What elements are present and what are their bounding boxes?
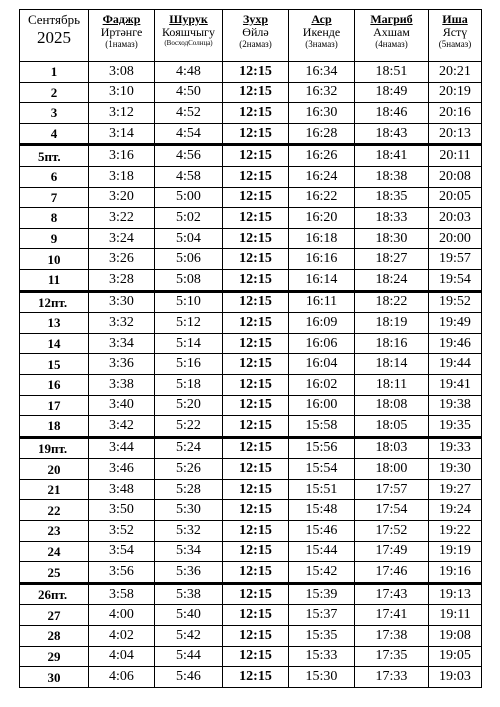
day-row xyxy=(20,313,482,334)
zuhr-time: 12:15 xyxy=(223,416,289,438)
zuhr-time: 12:15 xyxy=(223,62,289,83)
maghrib-time: 18:30 xyxy=(355,228,429,249)
isha-time: 19:57 xyxy=(429,249,482,270)
fajr-time: 3:12 xyxy=(89,103,155,124)
shuruk-time: 5:44 xyxy=(155,646,223,667)
zuhr-time: 12:15 xyxy=(223,459,289,480)
shuruk-time: 5:18 xyxy=(155,374,223,395)
isha-time: 20:08 xyxy=(429,166,482,187)
day-row xyxy=(20,166,482,187)
header-shuruk xyxy=(155,10,223,62)
maghrib-time: 18:43 xyxy=(355,123,429,145)
day-row xyxy=(20,626,482,647)
day-row xyxy=(20,269,482,291)
isha-time: 19:44 xyxy=(429,354,482,375)
day-row xyxy=(20,374,482,395)
day-row xyxy=(20,521,482,542)
day-row xyxy=(20,500,482,521)
isha-time: 19:05 xyxy=(429,646,482,667)
day-number: 5пт. xyxy=(20,145,89,167)
shuruk-time: 5:32 xyxy=(155,521,223,542)
shuruk-time: 5:00 xyxy=(155,187,223,208)
day-number: 20 xyxy=(20,459,89,480)
day-number: 9 xyxy=(20,228,89,249)
shuruk-time: 5:08 xyxy=(155,269,223,291)
zuhr-time: 12:15 xyxy=(223,395,289,416)
maghrib-time: 18:03 xyxy=(355,437,429,459)
day-number: 14 xyxy=(20,333,89,354)
shuruk-time: 5:02 xyxy=(155,208,223,229)
asr-time: 15:39 xyxy=(289,583,355,605)
maghrib-time: 18:16 xyxy=(355,333,429,354)
maghrib-time: 18:35 xyxy=(355,187,429,208)
zuhr-time: 12:15 xyxy=(223,583,289,605)
maghrib-time: 18:22 xyxy=(355,291,429,313)
shuruk-time: 5:22 xyxy=(155,416,223,438)
fajr-time: 3:18 xyxy=(89,166,155,187)
zuhr-time: 12:15 xyxy=(223,667,289,688)
fajr-time: 3:36 xyxy=(89,354,155,375)
prayer-subtitle: (ВосходСолнца) xyxy=(164,39,213,47)
asr-time: 16:34 xyxy=(289,62,355,83)
isha-time: 19:52 xyxy=(429,291,482,313)
isha-time: 19:03 xyxy=(429,667,482,688)
zuhr-time: 12:15 xyxy=(223,521,289,542)
prayer-name: Магриб xyxy=(370,12,413,26)
fajr-time: 3:40 xyxy=(89,395,155,416)
prayer-subtitle: (4намаз) xyxy=(375,39,408,49)
asr-time: 16:22 xyxy=(289,187,355,208)
isha-time: 19:33 xyxy=(429,437,482,459)
zuhr-time: 12:15 xyxy=(223,208,289,229)
maghrib-time: 18:38 xyxy=(355,166,429,187)
day-number: 2 xyxy=(20,82,89,103)
day-number: 27 xyxy=(20,605,89,626)
maghrib-time: 17:46 xyxy=(355,562,429,584)
maghrib-time: 18:49 xyxy=(355,82,429,103)
shuruk-time: 5:26 xyxy=(155,459,223,480)
maghrib-time: 18:41 xyxy=(355,145,429,167)
day-row xyxy=(20,208,482,229)
day-row xyxy=(20,103,482,124)
shuruk-time: 4:54 xyxy=(155,123,223,145)
asr-time: 16:09 xyxy=(289,313,355,334)
prayer-tatar-name: Кояшчыгу xyxy=(162,25,215,39)
isha-time: 19:35 xyxy=(429,416,482,438)
prayer-name: Аср xyxy=(311,12,332,26)
friday-row xyxy=(20,583,482,605)
isha-time: 19:30 xyxy=(429,459,482,480)
fajr-time: 3:30 xyxy=(89,291,155,313)
year-label: 2025 xyxy=(37,28,71,47)
day-number: 10 xyxy=(20,249,89,270)
day-number: 13 xyxy=(20,313,89,334)
fajr-time: 4:06 xyxy=(89,667,155,688)
asr-time: 15:42 xyxy=(289,562,355,584)
shuruk-time: 5:40 xyxy=(155,605,223,626)
zuhr-time: 12:15 xyxy=(223,354,289,375)
isha-time: 19:46 xyxy=(429,333,482,354)
zuhr-time: 12:15 xyxy=(223,437,289,459)
asr-time: 16:14 xyxy=(289,269,355,291)
isha-time: 19:49 xyxy=(429,313,482,334)
zuhr-time: 12:15 xyxy=(223,562,289,584)
day-number: 23 xyxy=(20,521,89,542)
timetable-body xyxy=(20,62,482,688)
header-maghrib xyxy=(355,10,429,62)
day-row xyxy=(20,459,482,480)
friday-row xyxy=(20,291,482,313)
maghrib-time: 18:27 xyxy=(355,249,429,270)
fajr-time: 3:22 xyxy=(89,208,155,229)
fajr-time: 3:32 xyxy=(89,313,155,334)
maghrib-time: 17:41 xyxy=(355,605,429,626)
prayer-subtitle: (1намаз) xyxy=(105,39,138,49)
asr-time: 16:24 xyxy=(289,166,355,187)
shuruk-time: 5:24 xyxy=(155,437,223,459)
zuhr-time: 12:15 xyxy=(223,228,289,249)
day-number: 30 xyxy=(20,667,89,688)
isha-time: 19:13 xyxy=(429,583,482,605)
asr-time: 16:20 xyxy=(289,208,355,229)
isha-time: 19:16 xyxy=(429,562,482,584)
asr-time: 15:46 xyxy=(289,521,355,542)
maghrib-time: 17:57 xyxy=(355,479,429,500)
day-row xyxy=(20,62,482,83)
day-number: 24 xyxy=(20,541,89,562)
asr-time: 15:51 xyxy=(289,479,355,500)
maghrib-time: 18:00 xyxy=(355,459,429,480)
asr-time: 16:26 xyxy=(289,145,355,167)
asr-time: 15:37 xyxy=(289,605,355,626)
zuhr-time: 12:15 xyxy=(223,646,289,667)
fajr-time: 3:48 xyxy=(89,479,155,500)
asr-time: 16:02 xyxy=(289,374,355,395)
zuhr-time: 12:15 xyxy=(223,500,289,521)
fajr-time: 3:56 xyxy=(89,562,155,584)
zuhr-time: 12:15 xyxy=(223,333,289,354)
shuruk-time: 4:48 xyxy=(155,62,223,83)
maghrib-time: 17:43 xyxy=(355,583,429,605)
zuhr-time: 12:15 xyxy=(223,187,289,208)
fajr-time: 3:16 xyxy=(89,145,155,167)
asr-time: 15:44 xyxy=(289,541,355,562)
fajr-time: 3:28 xyxy=(89,269,155,291)
isha-time: 19:54 xyxy=(429,269,482,291)
zuhr-time: 12:15 xyxy=(223,541,289,562)
shuruk-time: 5:06 xyxy=(155,249,223,270)
isha-time: 19:38 xyxy=(429,395,482,416)
fajr-time: 3:42 xyxy=(89,416,155,438)
maghrib-time: 17:38 xyxy=(355,626,429,647)
fajr-time: 3:54 xyxy=(89,541,155,562)
maghrib-time: 18:51 xyxy=(355,62,429,83)
day-number: 16 xyxy=(20,374,89,395)
fajr-time: 4:04 xyxy=(89,646,155,667)
asr-time: 16:30 xyxy=(289,103,355,124)
day-number: 26пт. xyxy=(20,583,89,605)
fajr-time: 3:44 xyxy=(89,437,155,459)
header-row xyxy=(20,10,482,62)
prayer-tatar-name: Ястү xyxy=(442,25,468,39)
shuruk-time: 4:52 xyxy=(155,103,223,124)
asr-time: 16:00 xyxy=(289,395,355,416)
zuhr-time: 12:15 xyxy=(223,82,289,103)
maghrib-time: 18:24 xyxy=(355,269,429,291)
zuhr-time: 12:15 xyxy=(223,269,289,291)
zuhr-time: 12:15 xyxy=(223,103,289,124)
prayer-name: Зухр xyxy=(242,12,268,26)
day-number: 11 xyxy=(20,269,89,291)
day-row xyxy=(20,479,482,500)
day-row xyxy=(20,541,482,562)
prayer-tatar-name: Иртәнге xyxy=(100,25,143,39)
day-number: 22 xyxy=(20,500,89,521)
maghrib-time: 17:54 xyxy=(355,500,429,521)
fajr-time: 3:20 xyxy=(89,187,155,208)
asr-time: 16:18 xyxy=(289,228,355,249)
prayer-name: Шурук xyxy=(169,12,208,26)
zuhr-time: 12:15 xyxy=(223,374,289,395)
asr-time: 15:33 xyxy=(289,646,355,667)
zuhr-time: 12:15 xyxy=(223,249,289,270)
asr-time: 16:06 xyxy=(289,333,355,354)
day-row xyxy=(20,416,482,438)
shuruk-time: 5:04 xyxy=(155,228,223,249)
shuruk-time: 4:58 xyxy=(155,166,223,187)
maghrib-time: 17:49 xyxy=(355,541,429,562)
zuhr-time: 12:15 xyxy=(223,291,289,313)
isha-time: 19:08 xyxy=(429,626,482,647)
day-row xyxy=(20,249,482,270)
fajr-time: 3:10 xyxy=(89,82,155,103)
fajr-time: 3:26 xyxy=(89,249,155,270)
zuhr-time: 12:15 xyxy=(223,145,289,167)
day-row xyxy=(20,395,482,416)
fajr-time: 4:00 xyxy=(89,605,155,626)
day-row xyxy=(20,333,482,354)
isha-time: 19:19 xyxy=(429,541,482,562)
shuruk-time: 5:36 xyxy=(155,562,223,584)
day-row xyxy=(20,646,482,667)
header-fajr xyxy=(89,10,155,62)
prayer-tatar-name: Икенде xyxy=(302,25,341,39)
prayer-name: Иша xyxy=(442,12,468,26)
isha-time: 19:22 xyxy=(429,521,482,542)
isha-time: 19:41 xyxy=(429,374,482,395)
prayer-subtitle: (5намаз) xyxy=(438,39,472,49)
maghrib-time: 17:52 xyxy=(355,521,429,542)
isha-time: 20:00 xyxy=(429,228,482,249)
day-number: 3 xyxy=(20,103,89,124)
timetable xyxy=(19,9,482,688)
asr-time: 16:11 xyxy=(289,291,355,313)
day-row xyxy=(20,123,482,145)
shuruk-time: 5:42 xyxy=(155,626,223,647)
asr-time: 15:58 xyxy=(289,416,355,438)
shuruk-time: 5:10 xyxy=(155,291,223,313)
day-row xyxy=(20,562,482,584)
asr-time: 15:35 xyxy=(289,626,355,647)
maghrib-time: 18:14 xyxy=(355,354,429,375)
shuruk-time: 4:56 xyxy=(155,145,223,167)
asr-time: 16:28 xyxy=(289,123,355,145)
day-number: 15 xyxy=(20,354,89,375)
day-number: 7 xyxy=(20,187,89,208)
day-row xyxy=(20,187,482,208)
shuruk-time: 5:20 xyxy=(155,395,223,416)
zuhr-time: 12:15 xyxy=(223,626,289,647)
fajr-time: 3:14 xyxy=(89,123,155,145)
isha-time: 20:05 xyxy=(429,187,482,208)
asr-time: 16:04 xyxy=(289,354,355,375)
month-label: Сентябрь xyxy=(27,12,81,27)
maghrib-time: 18:08 xyxy=(355,395,429,416)
day-row xyxy=(20,354,482,375)
day-number: 18 xyxy=(20,416,89,438)
asr-time: 16:32 xyxy=(289,82,355,103)
isha-time: 20:11 xyxy=(429,145,482,167)
header-month-cell xyxy=(20,10,89,62)
shuruk-time: 5:14 xyxy=(155,333,223,354)
fajr-time: 3:34 xyxy=(89,333,155,354)
day-number: 12пт. xyxy=(20,291,89,313)
day-number: 29 xyxy=(20,646,89,667)
maghrib-time: 18:19 xyxy=(355,313,429,334)
shuruk-time: 5:12 xyxy=(155,313,223,334)
asr-time: 15:48 xyxy=(289,500,355,521)
maghrib-time: 17:33 xyxy=(355,667,429,688)
fajr-time: 3:46 xyxy=(89,459,155,480)
day-number: 1 xyxy=(20,62,89,83)
shuruk-time: 5:34 xyxy=(155,541,223,562)
fajr-time: 3:50 xyxy=(89,500,155,521)
asr-time: 15:56 xyxy=(289,437,355,459)
zuhr-time: 12:15 xyxy=(223,166,289,187)
fajr-time: 3:38 xyxy=(89,374,155,395)
prayer-tatar-name: Ахшам xyxy=(373,25,410,39)
isha-time: 20:16 xyxy=(429,103,482,124)
isha-time: 19:11 xyxy=(429,605,482,626)
shuruk-time: 5:16 xyxy=(155,354,223,375)
day-row xyxy=(20,82,482,103)
shuruk-time: 5:46 xyxy=(155,667,223,688)
day-number: 17 xyxy=(20,395,89,416)
header-zuhr xyxy=(223,10,289,62)
day-number: 25 xyxy=(20,562,89,584)
friday-row xyxy=(20,145,482,167)
asr-time: 16:16 xyxy=(289,249,355,270)
day-number: 8 xyxy=(20,208,89,229)
maghrib-time: 18:33 xyxy=(355,208,429,229)
shuruk-time: 4:50 xyxy=(155,82,223,103)
shuruk-time: 5:38 xyxy=(155,583,223,605)
header-isha xyxy=(429,10,482,62)
prayer-subtitle: (2намаз) xyxy=(239,39,272,49)
fajr-time: 3:52 xyxy=(89,521,155,542)
day-number: 4 xyxy=(20,123,89,145)
day-row xyxy=(20,605,482,626)
day-number: 19пт. xyxy=(20,437,89,459)
day-number: 21 xyxy=(20,479,89,500)
asr-time: 15:30 xyxy=(289,667,355,688)
shuruk-time: 5:30 xyxy=(155,500,223,521)
zuhr-time: 12:15 xyxy=(223,313,289,334)
prayer-name: Фаджр xyxy=(102,12,141,26)
prayer-tatar-name: Өйлә xyxy=(242,25,269,39)
asr-time: 15:54 xyxy=(289,459,355,480)
isha-time: 19:24 xyxy=(429,500,482,521)
shuruk-time: 5:28 xyxy=(155,479,223,500)
zuhr-time: 12:15 xyxy=(223,123,289,145)
prayer-subtitle: (3намаз) xyxy=(305,39,338,49)
fajr-time: 4:02 xyxy=(89,626,155,647)
fajr-time: 3:24 xyxy=(89,228,155,249)
zuhr-time: 12:15 xyxy=(223,479,289,500)
fajr-time: 3:08 xyxy=(89,62,155,83)
isha-time: 19:27 xyxy=(429,479,482,500)
day-row xyxy=(20,228,482,249)
zuhr-time: 12:15 xyxy=(223,605,289,626)
maghrib-time: 18:05 xyxy=(355,416,429,438)
isha-time: 20:19 xyxy=(429,82,482,103)
maghrib-time: 17:35 xyxy=(355,646,429,667)
fajr-time: 3:58 xyxy=(89,583,155,605)
header-asr xyxy=(289,10,355,62)
day-number: 28 xyxy=(20,626,89,647)
isha-time: 20:13 xyxy=(429,123,482,145)
isha-time: 20:03 xyxy=(429,208,482,229)
isha-time: 20:21 xyxy=(429,62,482,83)
day-number: 6 xyxy=(20,166,89,187)
maghrib-time: 18:11 xyxy=(355,374,429,395)
prayer-timetable xyxy=(19,9,481,688)
day-row xyxy=(20,667,482,688)
friday-row xyxy=(20,437,482,459)
maghrib-time: 18:46 xyxy=(355,103,429,124)
